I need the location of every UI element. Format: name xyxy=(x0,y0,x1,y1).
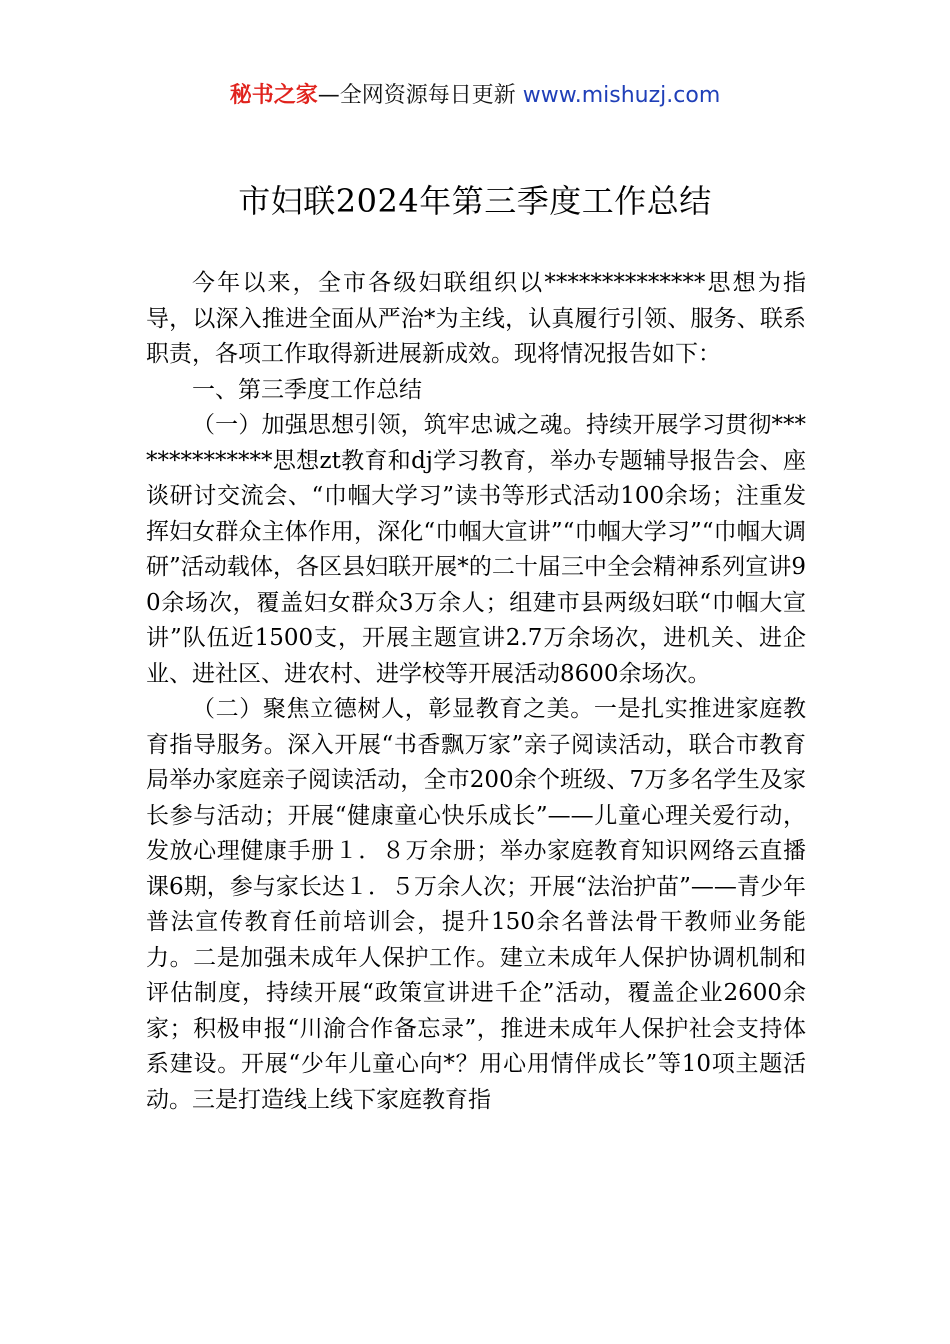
site-brand: 秘书之家 xyxy=(229,83,318,108)
section-heading: 一、第三季度工作总结 xyxy=(192,376,422,403)
body-paragraph-1: （一）加强思想引领，筑牢忠诚之魂。持续开展学习贯彻**************思想zt教育和dj学习教育，举办专题辅导报告会、座谈研讨交流会、“巾帼大学习”读书等形式活动100余场；注重发挥妇女群众主体作用，深化“巾帼大宣讲”“巾帼大学习”“巾帼大调研”活动载体，各区县妇联开展*的二十届三中全会精神系列宣讲90余场次，覆盖妇女群众3万余人；组建市县两级妇联“巾帼大宣讲”队伍近1500支，开展主题宣讲2.7万余场次，进机关、进企业、进社区、进农村、进学校等开展活动8600余场次。 xyxy=(146,412,806,687)
site-tagline: —全网资源每日更新 xyxy=(317,83,516,108)
site-url-link[interactable]: www.mishuzj.com xyxy=(522,83,721,108)
body-paragraph-2: （二）聚焦立德树人，彰显教育之美。一是扎实推进家庭教育指导服务。深入开展“书香飘万家”亲子阅读活动，联合市教育局举办家庭亲子阅读活动，全市200余个班级、7万多名学生及家长参与活动；开展“健康童心快乐成长”——儿童心理关爱行动，发放心理健康手册１．８万余册；举办家庭教育知识网络云直播课6期，参与家长达１．５万余人次；开展“法治护苗”——青少年普法宣传教育任前培训会，提升150余名普法骨干教师业务能力。二是加强未成年人保护工作。建立未成年人保护协调机制和评估制度，持续开展“政策宣讲进千企”活动，覆盖企业2600余家；积极申报“川渝合作备忘录”，推进未成年人保护社会支持体系建设。开展“少年儿童心向*？用心用情伴成长”等10项主题活动。三是打造线上线下家庭教育指 xyxy=(146,696,806,1113)
site-header xyxy=(0,80,950,112)
document-body xyxy=(146,266,806,1118)
intro-paragraph: 今年以来，全市各级妇联组织以**************思想为指导，以深入推进全面从严治*为主线，认真履行引领、服务、联系职责，各项工作取得新进展新成效。现将情况报告如下： xyxy=(146,270,806,367)
document-title: 市妇联2024年第三季度工作总结 xyxy=(238,182,712,220)
